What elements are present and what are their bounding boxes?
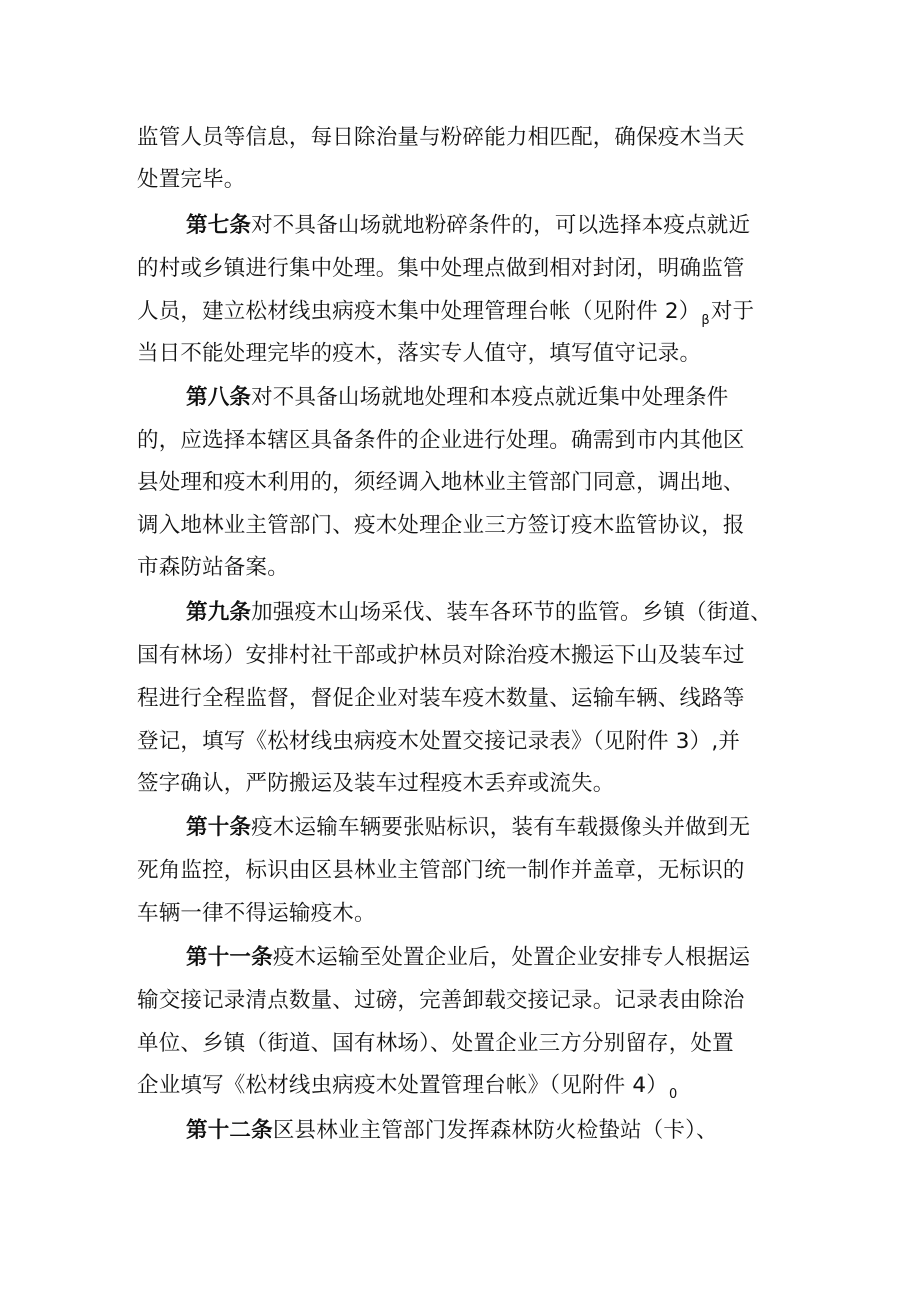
article-heading: 第九条 <box>186 600 252 625</box>
subscript-mark: 0 <box>668 1087 678 1102</box>
text-segment: 疫木运输车辆要张贴标识，装有车载摄像头并做到无 <box>251 815 751 840</box>
text-line: 登记，填写《松材线虫病疫木处置交接记录表》（见附件 3）,并 <box>137 729 741 754</box>
article-7-line <box>186 211 750 241</box>
article-8-line <box>186 383 729 413</box>
article-9-line <box>186 598 772 628</box>
text-line: 死角监控，标识由区县林业主管部门统一制作并盖章，无标识的 <box>137 858 745 883</box>
text-line: 的，应选择本辖区具备条件的企业进行处理。确需到市内其他区 <box>137 428 745 453</box>
text-segment: 企业填写《松材线虫病疫木处置管理台帐》（见附件 4） <box>137 1073 668 1098</box>
article-heading: 第十条 <box>186 815 252 840</box>
article-heading: 第十一条 <box>186 945 273 970</box>
article-10-line <box>186 813 750 843</box>
text-line: 国有林场）安排村社干部或护林员对除治疫木搬运下山及装车过 <box>137 643 745 668</box>
text-line: 签字确认，严防搬运及装车过程疫木丢弃或流失。 <box>137 771 615 796</box>
text-segment: 对不具备山场就地粉碎条件的，可以选择本疫点就近 <box>251 213 751 238</box>
text-segment: 区县林业主管部门发挥森林防火检蛰站（卡）、 <box>272 1118 718 1143</box>
text-segment: 对于 <box>710 299 755 324</box>
text-line: 车辆一律不得运输疫木。 <box>137 901 376 926</box>
article-heading: 第八条 <box>186 385 252 410</box>
text-line: 监管人员等信息，每日除治量与粉碎能力相匹配，确保疫木当天 <box>137 125 745 150</box>
text-line: 调入地林业主管部门、疫木处理企业三方签订疫木监管协议，报 <box>137 513 745 538</box>
text-segment: 对不具备山场就地处理和本疫点就近集中处理条件 <box>251 385 729 410</box>
text-segment: 人员，建立松材线虫病疫木集中处理管理台帐（见附件 2） <box>137 299 701 324</box>
text-line <box>137 1071 678 1104</box>
article-12-line <box>186 1116 718 1146</box>
article-heading: 第十二条 <box>186 1118 273 1143</box>
text-line <box>137 297 754 330</box>
text-segment: 疫木运输至处置企业后，处置企业安排专人根据运 <box>272 945 751 970</box>
subscript-mark: β <box>701 313 710 328</box>
article-heading: 第七条 <box>186 213 252 238</box>
text-line: 输交接记录清点数量、过磅，完善卸载交接记录。记录表由除治 <box>137 988 745 1013</box>
text-line: 县处理和疫木利用的，须经调入地林业主管部门同意，调出地、 <box>137 470 745 495</box>
text-line: 市森防站备案。 <box>137 555 289 580</box>
text-line: 处置完毕。 <box>137 167 246 192</box>
text-line: 程进行全程监督，督促企业对装车疫木数量、运输车辆、线路等 <box>137 686 745 711</box>
text-line: 单位、乡镇（街道、国有林场）、处置企业三方分别留存，处置 <box>137 1031 734 1056</box>
text-line: 的村或乡镇进行集中处理。集中处理点做到相对封闭，明确监管 <box>137 256 745 281</box>
text-line: 当日不能处理完毕的疫木，落实专人值守，填写值守记录。 <box>137 341 702 366</box>
article-11-line <box>186 943 750 973</box>
text-segment: 加强疫木山场采伐、装车各环节的监管。乡镇（街道、 <box>251 600 772 625</box>
